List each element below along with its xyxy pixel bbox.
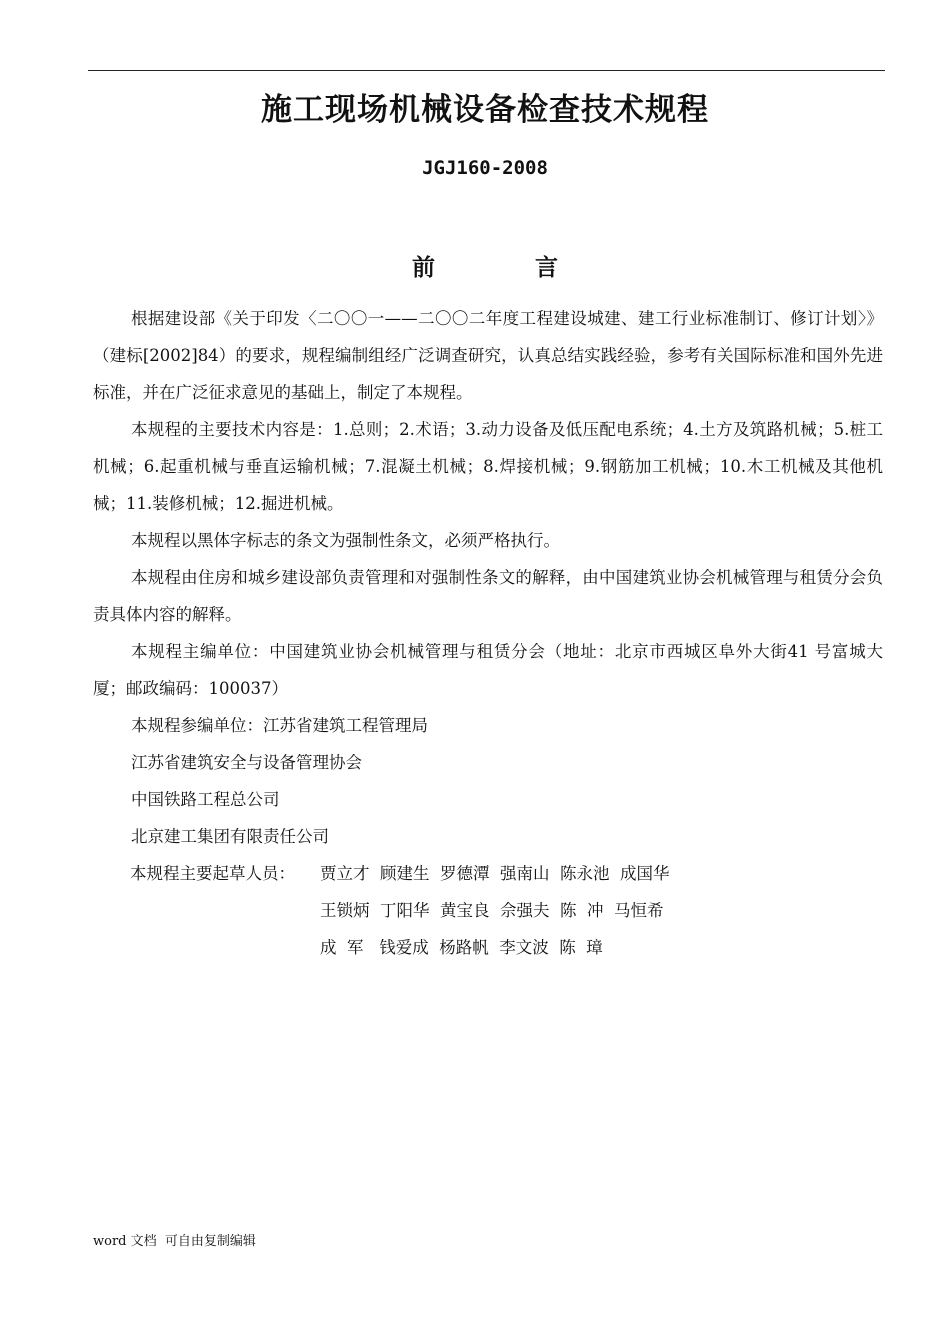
participating-unit: 中国铁路工程总公司: [130, 790, 280, 809]
section-heading: 前言: [412, 255, 658, 281]
paragraph-contents: 本规程的主要技术内容是：1.总则；2.术语；3.动力设备及低压配电系统；4.土方及筑路机械；5.桩工机械；6.起重机械与垂直运输机械；7.混凝土机械；8.焊接机械；9.钢筋加工机械；10.木工机械及其他机械；11.装修机械；12.掘进机械。: [93, 420, 883, 513]
drafters-names: [320, 855, 883, 966]
drafters-line: 王锁炳 丁阳华 黄宝良 佘强夫 陈 冲 马恒希: [320, 901, 664, 920]
drafters-line: 贾立才 顾建生 罗德潭 强南山 陈永池 成国华: [320, 864, 670, 883]
paragraph-chief-editor: 本规程主编单位：中国建筑业协会机械管理与租赁分会（地址：北京市西城区阜外大街41 号富城大厦；邮政编码：100037）: [93, 642, 883, 698]
paragraph-participating: 本规程参编单位：江苏省建筑工程管理局: [130, 716, 428, 735]
paragraph-mandatory: 本规程以黑体字标志的条文为强制性条文，必须严格执行。: [130, 531, 560, 550]
preface-body: [93, 300, 883, 966]
paragraph-management: 本规程由住房和城乡建设部负责管理和对强制性条文的解释，由中国建筑业协会机械管理与租赁分会负责具体内容的解释。: [93, 568, 883, 624]
paragraph-basis: 根据建设部《关于印发〈二〇〇一——二〇〇二年度工程建设城建、建工行业标准制订、修订计划〉》（建标[2002]84）的要求，规程编制组经广泛调查研究，认真总结实践经验，参考有关国际标准和国外先进标准，并在广泛征求意见的基础上，制定了本规程。: [93, 309, 883, 402]
document-title: 施工现场机械设备检查技术规程: [261, 92, 709, 128]
participating-unit: 江苏省建筑安全与设备管理协会: [130, 753, 362, 772]
footer-note: word 文档 可自由复制编辑: [93, 1234, 256, 1249]
header-rule: [88, 70, 885, 71]
drafters-block: [93, 855, 883, 966]
drafters-line: 成 军 钱爱成 杨路帆 李文波 陈 璋: [320, 938, 603, 957]
drafters-label: 本规程主要起草人员：: [130, 864, 295, 883]
standard-code: JGJ160-2008: [422, 157, 548, 179]
participating-unit: 北京建工集团有限责任公司: [130, 827, 329, 846]
